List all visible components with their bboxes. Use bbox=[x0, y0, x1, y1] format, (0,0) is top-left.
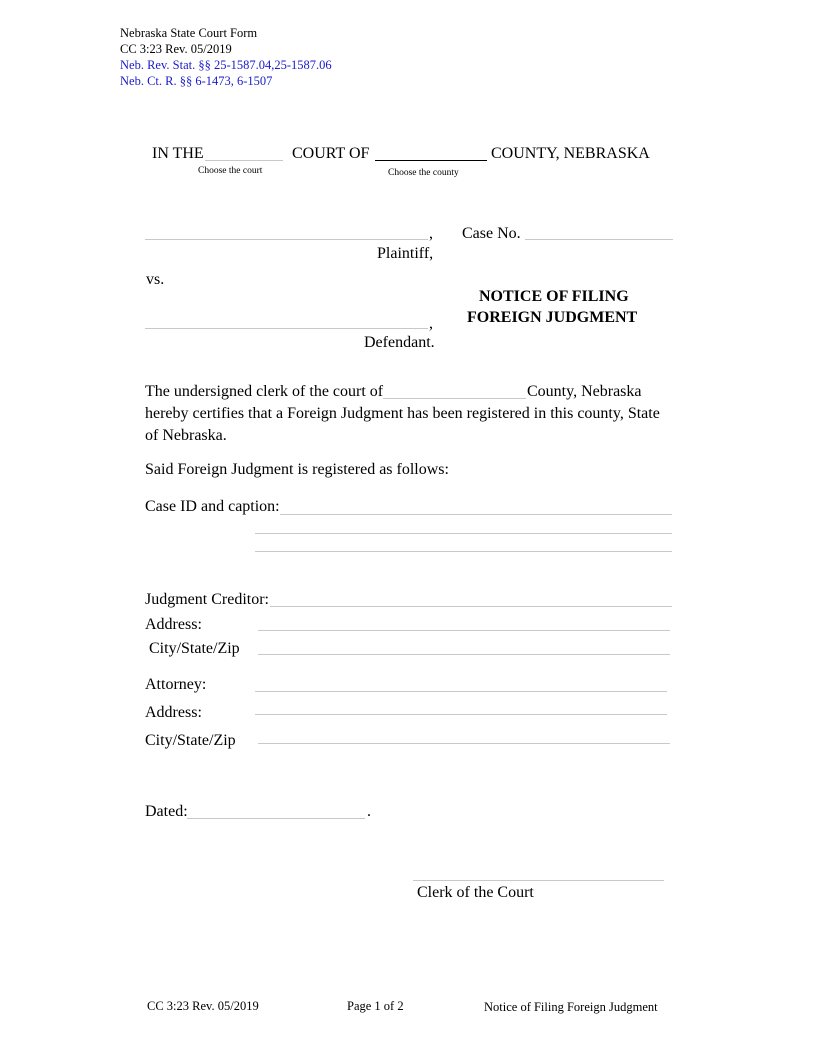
case-no-field[interactable] bbox=[525, 239, 673, 240]
footer-form-revision: CC 3:23 Rev. 05/2019 bbox=[147, 999, 259, 1013]
statute-link[interactable]: Neb. Rev. Stat. §§ 25-1587.04,25-1587.06 bbox=[120, 58, 332, 72]
plaintiff-comma: , bbox=[429, 225, 433, 242]
form-name: Nebraska State Court Form bbox=[120, 26, 258, 40]
plaintiff-name-field[interactable] bbox=[145, 239, 428, 240]
defendant-name-field[interactable] bbox=[145, 328, 428, 329]
judgment-creditor-label: Judgment Creditor: bbox=[145, 591, 269, 608]
case-no-label: Case No. bbox=[462, 225, 521, 242]
certify-county: County, Nebraska bbox=[527, 383, 642, 400]
form-revision: CC 3:23 Rev. 05/2019 bbox=[120, 42, 232, 56]
attorney-city-state-zip-field[interactable] bbox=[258, 743, 670, 744]
attorney-label: Attorney: bbox=[145, 676, 207, 693]
title-line-2: FOREIGN JUDGMENT bbox=[467, 309, 638, 326]
case-id-caption-field-1[interactable] bbox=[280, 514, 672, 515]
certify-line-3: of Nebraska. bbox=[145, 427, 227, 444]
in-the-label: IN THE bbox=[152, 145, 204, 162]
judgment-creditor-field[interactable] bbox=[270, 606, 672, 607]
county-nebraska-label: COUNTY, NEBRASKA bbox=[491, 145, 650, 162]
registered-as-label: Said Foreign Judgment is registered as follows: bbox=[145, 461, 449, 478]
court-hint: Choose the court bbox=[198, 166, 263, 176]
creditor-address-label: Address: bbox=[145, 616, 202, 633]
attorney-address-label: Address: bbox=[145, 704, 202, 721]
case-id-caption-field-3[interactable] bbox=[255, 551, 672, 552]
court-of-label: COURT OF bbox=[292, 145, 370, 162]
clerk-signature-field[interactable] bbox=[413, 880, 664, 881]
creditor-city-state-zip-label: City/State/Zip bbox=[149, 640, 240, 657]
attorney-city-state-zip-label: City/State/Zip bbox=[145, 732, 236, 749]
county-hint: Choose the county bbox=[388, 168, 459, 178]
footer-page-number: Page 1 of 2 bbox=[347, 999, 404, 1013]
clerk-county-field[interactable] bbox=[383, 398, 526, 399]
dated-label: Dated: bbox=[145, 803, 188, 820]
certify-line-2: hereby certifies that a Foreign Judgment has been registered in this county, State bbox=[145, 405, 660, 422]
county-select-field[interactable] bbox=[375, 160, 487, 161]
certify-prefix: The undersigned clerk of the court of bbox=[145, 383, 384, 400]
clerk-of-court-label: Clerk of the Court bbox=[417, 884, 534, 901]
rule-link[interactable]: Neb. Ct. R. §§ 6-1473, 6-1507 bbox=[120, 74, 273, 88]
case-id-caption-label: Case ID and caption: bbox=[145, 498, 280, 515]
defendant-label: Defendant. bbox=[364, 334, 435, 351]
versus-label: vs. bbox=[146, 271, 165, 288]
creditor-city-state-zip-field[interactable] bbox=[258, 654, 670, 655]
case-id-caption-field-2[interactable] bbox=[255, 533, 672, 534]
dated-field[interactable] bbox=[187, 818, 365, 819]
footer-doc-title: Notice of Filing Foreign Judgment bbox=[484, 1000, 658, 1014]
plaintiff-label: Plaintiff, bbox=[377, 245, 434, 262]
title-line-1: NOTICE OF FILING bbox=[479, 288, 629, 305]
attorney-field[interactable] bbox=[255, 691, 667, 692]
court-select-field[interactable] bbox=[205, 160, 283, 161]
dated-period: . bbox=[367, 803, 371, 820]
attorney-address-field[interactable] bbox=[255, 714, 667, 715]
creditor-address-field[interactable] bbox=[258, 630, 670, 631]
defendant-comma: , bbox=[429, 315, 433, 332]
